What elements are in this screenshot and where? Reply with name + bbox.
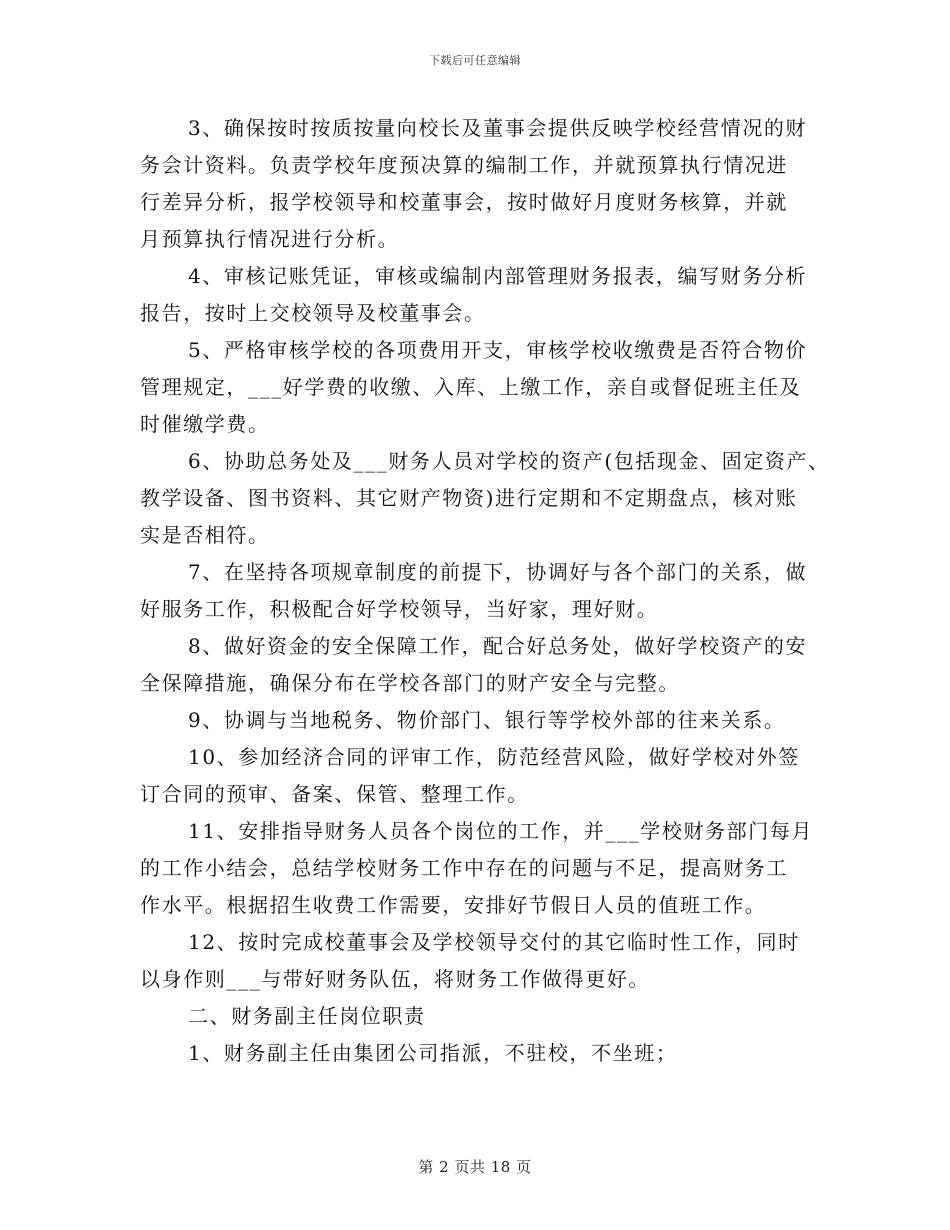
paragraph-line: 作水平。根据招生收费工作需要，安排好节假日人员的值班工作。 [140,893,767,917]
paragraph-line: 3、确保按时按质按量向校长及董事会提供反映学校经营情况的财 [188,116,808,140]
paragraph-line: 9、协调与当地税务、物价部门、银行等学校外部的往来关系。 [188,708,786,732]
paragraph-line: 以身作则___与带好财务队伍，将财务工作做得更好。 [140,967,650,991]
paragraph-line: 1、财务副主任由集团公司指派，不驻校，不坐班； [188,1041,678,1065]
page-header: 下载后可任意编辑 [429,54,521,67]
paragraph-4 [140,258,812,332]
paragraph-line: 5、严格审核学校的各项费用开支，审核学校收缴费是否符合物价 [188,338,808,362]
paragraph-12 [140,924,812,998]
paragraph-line: 全保障措施，确保分布在学校各部门的财产安全与完整。 [140,671,680,695]
paragraph-5 [140,332,812,443]
paragraph-line: 的工作小结会，总结学校财务工作中存在的问题与不足，提高财务工 [140,856,788,880]
paragraph-line: 11、安排指导财务人员各个岗位的工作，并___学校财务部门每月 [188,819,814,843]
paragraph-line: 好服务工作，积极配合好学校领导，当好家，理好财。 [140,597,659,621]
paragraph-11 [140,813,812,924]
paragraph-line: 教学设备、图书资料、其它财产物资)进行定期和不定期盘点，核对账 [140,486,798,510]
page-footer: 第 2 页共 18 页 [418,1158,532,1176]
paragraph-line: 管理规定，___好学费的收缴、入库、上缴工作，亲自或督促班主任及 [140,375,802,399]
paragraph-line: 6、协助总务处及___财务人员对学校的资产(包括现金、固定资产、 [188,449,830,473]
paragraph-deputy-1 [140,1035,812,1072]
paragraph-line: 12、按时完成校董事会及学校领导交付的其它临时性工作，同时 [188,930,800,954]
paragraph-line: 8、做好资金的安全保障工作，配合好总务处，做好学校资产的安 [188,634,808,658]
paragraph-line: 报告，按时上交校领导及校董事会。 [140,301,486,325]
paragraph-line: 务会计资料。负责学校年度预决算的编制工作，并就预算执行情况进 [140,153,788,177]
paragraph-3 [140,110,812,258]
paragraph-6 [140,443,830,554]
paragraph-line: 订合同的预审、备案、保管、整理工作。 [140,782,529,806]
paragraph-line: 时催缴学费。 [140,412,270,436]
paragraph-8 [140,628,812,702]
paragraph-line: 月预算执行情况进行分析。 [140,227,400,251]
section-heading: 二、财务副主任岗位职责 [188,1004,426,1028]
paragraph-line: 4、审核记账凭证，审核或编制内部管理财务报表，编写财务分析 [188,264,808,288]
paragraph-line: 7、在坚持各项规章制度的前提下，协调好与各个部门的关系，做 [188,560,808,584]
paragraph-line: 行差异分析，报学校领导和校董事会，按时做好月度财务核算，并就 [140,190,788,214]
paragraph-line: 实是否相符。 [140,523,270,547]
document-body [140,110,830,1072]
paragraph-9 [140,702,812,739]
paragraph-7 [140,554,812,628]
paragraph-line: 10、参加经济合同的评审工作，防范经营风险，做好学校对外签 [188,745,800,769]
paragraph-10 [140,739,812,813]
